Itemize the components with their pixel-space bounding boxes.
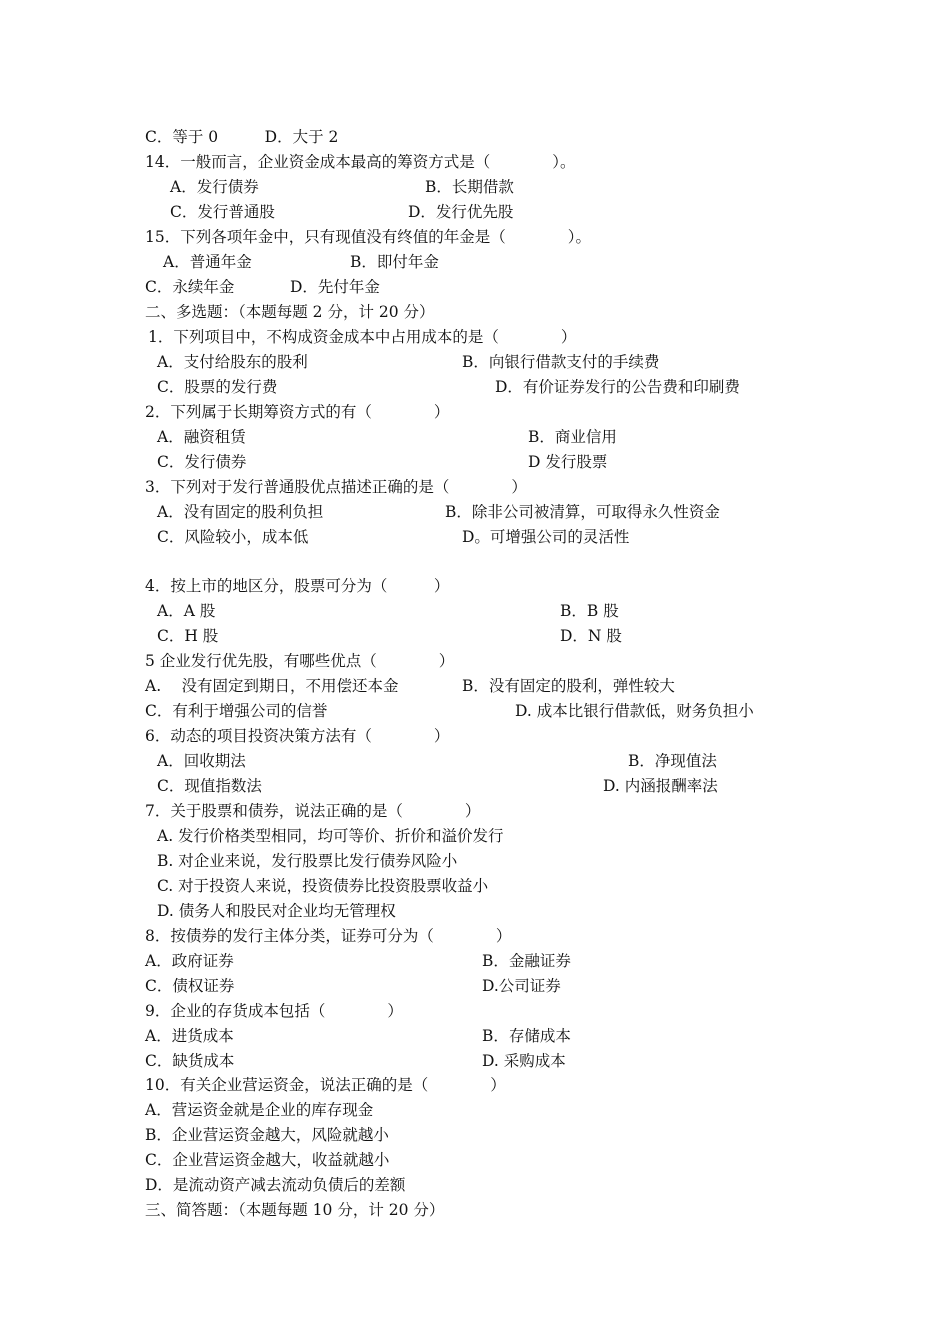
question-line: 4．按上市的地区分，股票可分为（ ） xyxy=(145,577,450,595)
question-line: 1．下列项目中，不构成资金成本中占用成本的是（ ） xyxy=(148,328,577,346)
option-text: D。可增强公司的灵活性 xyxy=(462,528,630,546)
option-text: B．没有固定的股利，弹性较大 xyxy=(462,677,675,695)
option-text: B．B 股 xyxy=(560,602,619,620)
option-text: C．风险较小，成本低 xyxy=(157,528,309,546)
option-text: B．存储成本 xyxy=(482,1027,571,1045)
option-text: D. 内涵报酬率法 xyxy=(603,777,718,795)
question-line: B．企业营运资金越大，风险就越小 xyxy=(145,1126,389,1144)
option-text: D．N 股 xyxy=(560,627,622,645)
option-text: C．债权证券 xyxy=(145,977,235,995)
option-text: B．即付年金 xyxy=(350,253,439,271)
option-text: C．股票的发行费 xyxy=(157,378,278,396)
question-line: 8．按债券的发行主体分类，证券可分为（ ） xyxy=(145,927,512,945)
option-text: B．金融证券 xyxy=(482,952,571,970)
option-text: D.公司证券 xyxy=(482,977,561,995)
option-text: C．缺货成本 xyxy=(145,1052,235,1070)
question-line: 3．下列对于发行普通股优点描述正确的是（ ） xyxy=(145,478,527,496)
question-line: 10．有关企业营运资金，说法正确的是（ ） xyxy=(145,1076,506,1094)
question-line: C．企业营运资金越大，收益就越小 xyxy=(145,1151,390,1169)
option-text: A．没有固定的股利负担 xyxy=(157,503,324,521)
question-line: D. 债务人和股民对企业均无管理权 xyxy=(157,902,396,920)
question-line: 14．一般而言，企业资金成本最高的筹资方式是（ ）。 xyxy=(145,153,576,171)
option-text: D. 成本比银行借款低，财务负担小 xyxy=(515,702,754,720)
option-text: C．有利于增强公司的信誉 xyxy=(145,702,328,720)
question-line: 5 企业发行优先股，有哪些优点（ ） xyxy=(145,652,455,670)
question-line: 9．企业的存货成本包括（ ） xyxy=(145,1002,403,1020)
option-text: D 发行股票 xyxy=(528,453,608,471)
option-text: C．现值指数法 xyxy=(157,777,262,795)
question-line: 15．下列各项年金中，只有现值没有终值的年金是（ ）。 xyxy=(145,228,591,246)
option-text: A．支付给股东的股利 xyxy=(157,353,308,371)
option-text: B．向银行借款支付的手续费 xyxy=(462,353,660,371)
option-text: D．发行优先股 xyxy=(408,203,514,221)
question-line: 二、多选题：（本题每题 2 分，计 20 分） xyxy=(145,303,435,321)
question-line: D．是流动资产减去流动负债后的差额 xyxy=(145,1176,406,1194)
question-line: C．等于 0 D．大于 2 xyxy=(145,128,339,146)
option-text: A．回收期法 xyxy=(157,752,246,770)
question-line: 6．动态的项目投资决策方法有（ ） xyxy=(145,727,450,745)
option-text: C．发行债券 xyxy=(157,453,247,471)
option-text: B．净现值法 xyxy=(628,752,717,770)
question-line: A. 发行价格类型相同，均可等价、折价和溢价发行 xyxy=(157,827,504,845)
option-text: C．永续年金 xyxy=(145,278,235,296)
question-line: B. 对企业来说，发行股票比发行债券风险小 xyxy=(157,852,458,870)
option-text: A. 没有固定到期日，不用偿还本金 xyxy=(145,677,399,695)
option-text: D. 采购成本 xyxy=(482,1052,566,1070)
question-line: 7．关于股票和债券，说法正确的是（ ） xyxy=(145,802,481,820)
option-text: A．政府证券 xyxy=(145,952,234,970)
option-text: C．H 股 xyxy=(157,627,219,645)
option-text: B．商业信用 xyxy=(528,428,617,446)
question-line: A．营运资金就是企业的库存现金 xyxy=(145,1101,374,1119)
option-text: A．普通年金 xyxy=(163,253,252,271)
option-text: A．融资租赁 xyxy=(157,428,246,446)
question-line: 2．下列属于长期筹资方式的有（ ） xyxy=(145,403,450,421)
option-text: A．发行债券 xyxy=(170,178,259,196)
option-text: A．进货成本 xyxy=(145,1027,234,1045)
question-line: 三、简答题：（本题每题 10 分，计 20 分） xyxy=(145,1201,445,1219)
option-text: B．除非公司被清算，可取得永久性资金 xyxy=(445,503,720,521)
option-text: D．先付年金 xyxy=(290,278,380,296)
question-line: C. 对于投资人来说，投资债券比投资股票收益小 xyxy=(157,877,489,895)
option-text: B．长期借款 xyxy=(425,178,514,196)
option-text: A．A 股 xyxy=(157,602,216,620)
option-text: D．有价证券发行的公告费和印刷费 xyxy=(495,378,740,396)
option-text: C．发行普通股 xyxy=(170,203,275,221)
